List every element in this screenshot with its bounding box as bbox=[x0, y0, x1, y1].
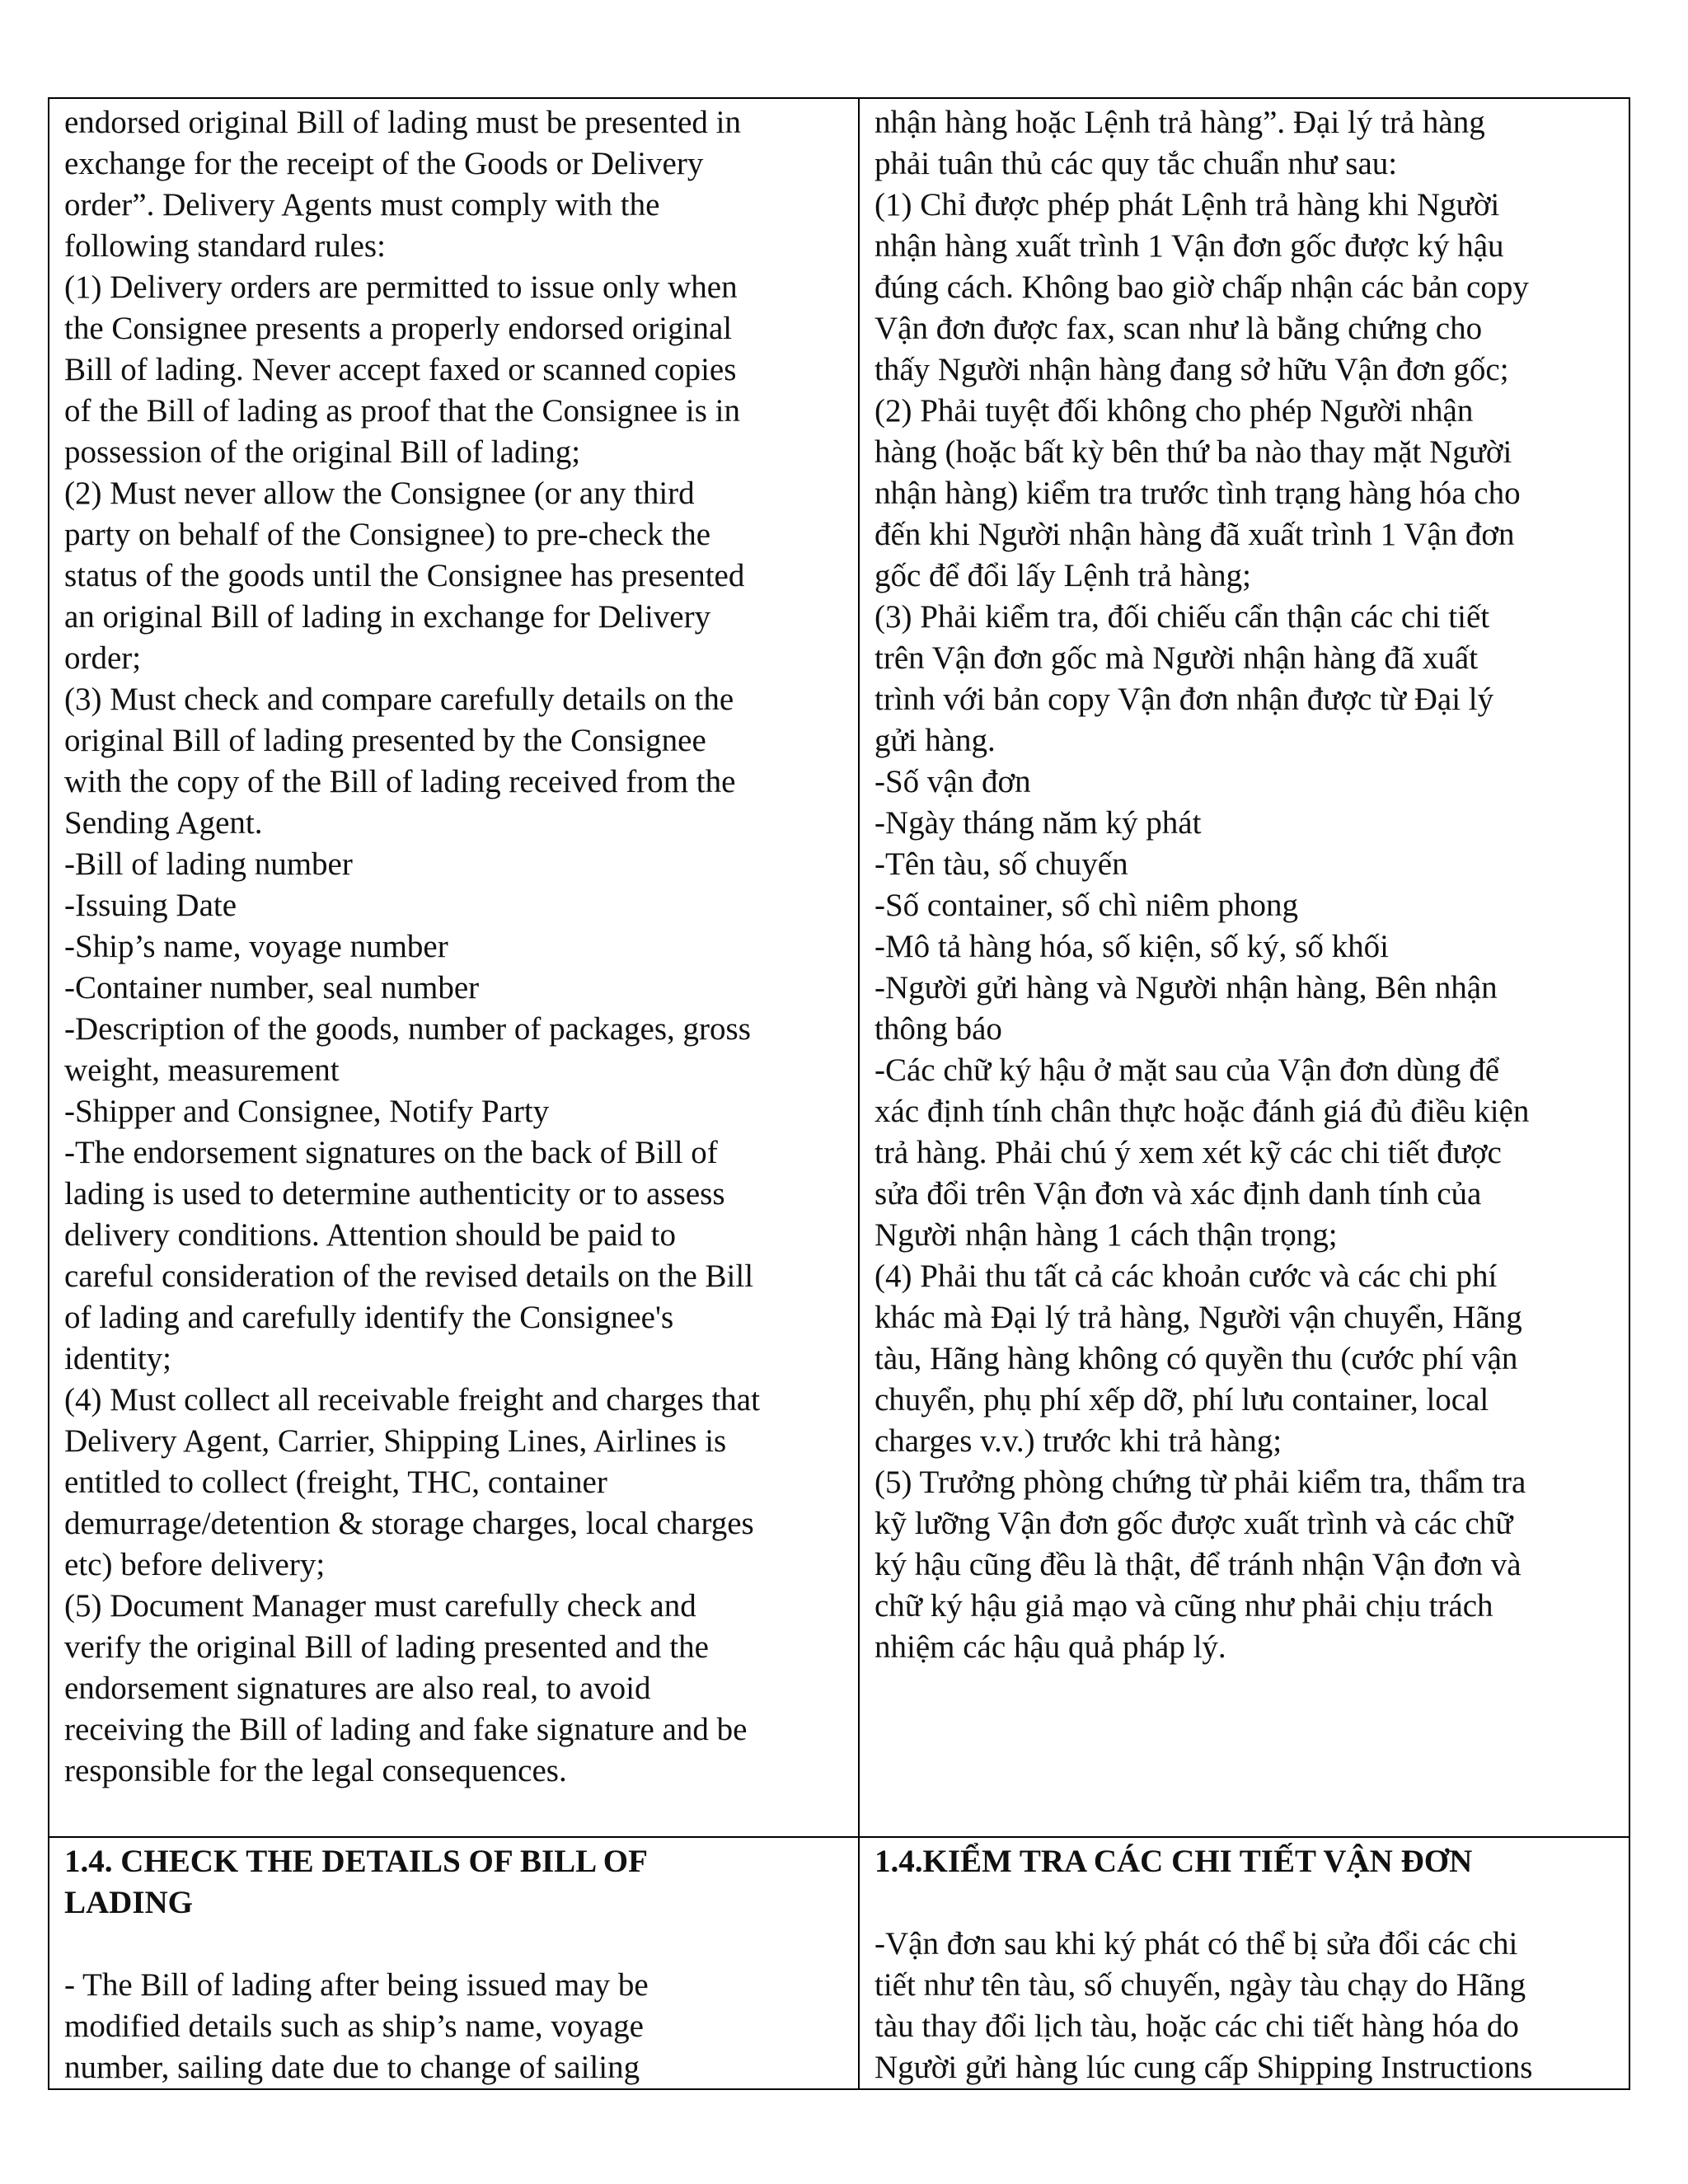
vietnamese-text bbox=[874, 102, 1619, 1668]
text-line: chữ ký hậu giả mạo và cũng như phải chịu trách bbox=[874, 1588, 1493, 1624]
text-line: sửa đổi trên Vận đơn và xác định danh tính của bbox=[874, 1176, 1482, 1212]
text-line: gửi hàng. bbox=[874, 723, 996, 758]
text-line: (3) Must check and compare carefully details on the bbox=[64, 682, 734, 717]
text-line: endorsement signatures are also real, to avoid bbox=[64, 1671, 651, 1706]
text-line: -Shipper and Consignee, Notify Party bbox=[64, 1094, 550, 1129]
text-line: order; bbox=[64, 640, 142, 676]
text-line: verify the original Bill of lading presented and the bbox=[64, 1629, 709, 1665]
text-line: careful consideration of the revised details on the Bill bbox=[64, 1258, 754, 1294]
text-line: charges v.v.) trước khi trả hàng; bbox=[874, 1423, 1282, 1459]
bilingual-table bbox=[48, 97, 1630, 2090]
text-line: the Consignee presents a properly endorsed original bbox=[64, 311, 733, 346]
text-line: Sending Agent. bbox=[64, 805, 263, 841]
text-line: possession of the original Bill of lading; bbox=[64, 434, 581, 470]
text-line: 1.4. CHECK THE DETAILS OF BILL OF bbox=[64, 1844, 648, 1879]
text-line: lading is used to determine authenticity or to assess bbox=[64, 1176, 725, 1212]
text-line: (1) Chỉ được phép phát Lệnh trả hàng khi Người bbox=[874, 187, 1500, 223]
text-line: etc) before delivery; bbox=[64, 1547, 326, 1582]
text-line: -Người gửi hàng và Người nhận hàng, Bên nhận bbox=[874, 970, 1498, 1005]
text-line: tàu thay đổi lịch tàu, hoặc các chi tiết hàng hóa do bbox=[874, 2008, 1519, 2044]
text-line: khác mà Đại lý trả hàng, Người vận chuyển, Hãng bbox=[874, 1300, 1522, 1335]
vietnamese-text bbox=[874, 1924, 1619, 2088]
english-text bbox=[64, 102, 848, 1792]
text-line: (2) Phải tuyệt đối không cho phép Người nhận bbox=[874, 393, 1474, 429]
text-line: endorsed original Bill of lading must be presented in bbox=[64, 105, 741, 140]
text-line: nhận hàng xuất trình 1 Vận đơn gốc được ký hậu bbox=[874, 228, 1504, 264]
text-line: trên Vận đơn gốc mà Người nhận hàng đã xuất bbox=[874, 640, 1479, 676]
text-line: (4) Phải thu tất cả các khoản cước và các chi phí bbox=[874, 1258, 1498, 1294]
section-heading-en bbox=[64, 1841, 848, 1924]
text-line: trả hàng. Phải chú ý xem xét kỹ các chi tiết được bbox=[874, 1135, 1502, 1170]
text-line: original Bill of lading presented by the Consignee bbox=[64, 723, 706, 758]
text-line: phải tuân thủ các quy tắc chuẩn như sau: bbox=[874, 146, 1398, 181]
vietnamese-cell bbox=[859, 98, 1629, 1837]
text-line: modified details such as ship’s name, voyage bbox=[64, 2008, 644, 2044]
text-line: gốc để đổi lấy Lệnh trả hàng; bbox=[874, 558, 1252, 593]
text-line: responsible for the legal consequences. bbox=[64, 1753, 567, 1788]
text-line: demurrage/detention & storage charges, local charges bbox=[64, 1506, 754, 1541]
table-row bbox=[49, 98, 1629, 1837]
spacer bbox=[874, 1882, 1619, 1924]
text-line: Delivery Agent, Carrier, Shipping Lines, Airlines is bbox=[64, 1423, 727, 1459]
text-line: -Ngày tháng năm ký phát bbox=[874, 805, 1202, 841]
text-line: -Tên tàu, số chuyến bbox=[874, 846, 1128, 882]
text-line: nhận hàng hoặc Lệnh trả hàng”. Đại lý trả hàng bbox=[874, 105, 1485, 140]
text-line: (5) Document Manager must carefully check and bbox=[64, 1588, 696, 1624]
spacer bbox=[64, 1924, 848, 1965]
text-line: Người nhận hàng 1 cách thận trọng; bbox=[874, 1217, 1338, 1253]
text-line: -Description of the goods, number of packages, gross bbox=[64, 1011, 751, 1047]
text-line: xác định tính chân thực hoặc đánh giá đủ điều kiện bbox=[874, 1094, 1530, 1129]
text-line: tiết như tên tàu, số chuyến, ngày tàu chạy do Hãng bbox=[874, 1967, 1526, 2003]
text-line: -Số vận đơn bbox=[874, 764, 1031, 799]
english-cell bbox=[49, 98, 859, 1837]
text-line: đến khi Người nhận hàng đã xuất trình 1 Vận đơn bbox=[874, 517, 1515, 552]
english-cell bbox=[49, 1837, 859, 2089]
text-line: an original Bill of lading in exchange for Delivery bbox=[64, 599, 711, 635]
text-line: -Mô tả hàng hóa, số kiện, số ký, số khối bbox=[874, 929, 1389, 964]
text-line: (5) Trưởng phòng chứng từ phải kiểm tra, thẩm tra bbox=[874, 1465, 1526, 1500]
text-line: tàu, Hãng hàng không có quyền thu (cước phí vận bbox=[874, 1341, 1518, 1376]
text-line: - The Bill of lading after being issued may be bbox=[64, 1967, 649, 2003]
text-line: of the Bill of lading as proof that the Consignee is in bbox=[64, 393, 740, 429]
text-line: -Issuing Date bbox=[64, 888, 237, 923]
english-text bbox=[64, 1965, 848, 2088]
text-line: nhận hàng) kiểm tra trước tình trạng hàng hóa cho bbox=[874, 476, 1521, 511]
section-heading-vi bbox=[874, 1841, 1619, 1882]
text-line: 1.4.KIỂM TRA CÁC CHI TIẾT VẬN ĐƠN bbox=[874, 1844, 1473, 1879]
text-line: following standard rules: bbox=[64, 228, 386, 264]
text-line: hàng (hoặc bất kỳ bên thứ ba nào thay mặt Người bbox=[874, 434, 1512, 470]
text-line: thấy Người nhận hàng đang sở hữu Vận đơn gốc; bbox=[874, 352, 1509, 387]
text-line: ký hậu cũng đều là thật, để tránh nhận Vận đơn và bbox=[874, 1547, 1522, 1582]
text-line: delivery conditions. Attention should be paid to bbox=[64, 1217, 676, 1253]
text-line: -Vận đơn sau khi ký phát có thể bị sửa đổi các chi bbox=[874, 1926, 1518, 1961]
text-line: đúng cách. Không bao giờ chấp nhận các bản copy bbox=[874, 269, 1529, 305]
table-row bbox=[49, 1837, 1629, 2089]
text-line: (4) Must collect all receivable freight and charges that bbox=[64, 1382, 760, 1418]
text-line: -The endorsement signatures on the back of Bill of bbox=[64, 1135, 718, 1170]
text-line: (2) Must never allow the Consignee (or any third bbox=[64, 476, 695, 511]
text-line: order”. Delivery Agents must comply with the bbox=[64, 187, 660, 223]
text-line: LADING bbox=[64, 1885, 194, 1920]
text-line: weight, measurement bbox=[64, 1052, 340, 1088]
text-line: Người gửi hàng lúc cung cấp Shipping Instructions bbox=[874, 2050, 1533, 2085]
text-line: entitled to collect (freight, THC, container bbox=[64, 1465, 607, 1500]
text-line: of lading and carefully identify the Consignee's bbox=[64, 1300, 674, 1335]
text-line: status of the goods until the Consignee has presented bbox=[64, 558, 745, 593]
text-line: number, sailing date due to change of sailing bbox=[64, 2050, 640, 2085]
text-line: -Các chữ ký hậu ở mặt sau của Vận đơn dùng để bbox=[874, 1052, 1500, 1088]
text-line: -Số container, số chì niêm phong bbox=[874, 888, 1299, 923]
text-line: -Container number, seal number bbox=[64, 970, 480, 1005]
text-line: (1) Delivery orders are permitted to issue only when bbox=[64, 269, 738, 305]
text-line: nhiệm các hậu quả pháp lý. bbox=[874, 1629, 1226, 1665]
text-line: chuyển, phụ phí xếp dỡ, phí lưu container, local bbox=[874, 1382, 1489, 1418]
vietnamese-cell bbox=[859, 1837, 1629, 2089]
text-line: exchange for the receipt of the Goods or Delivery bbox=[64, 146, 704, 181]
text-line: party on behalf of the Consignee) to pre-check the bbox=[64, 517, 711, 552]
text-line: Vận đơn được fax, scan như là bằng chứng cho bbox=[874, 311, 1483, 346]
text-line: receiving the Bill of lading and fake signature and be bbox=[64, 1712, 748, 1747]
text-line: -Ship’s name, voyage number bbox=[64, 929, 448, 964]
text-line: identity; bbox=[64, 1341, 171, 1376]
text-line: -Bill of lading number bbox=[64, 846, 353, 882]
text-line: (3) Phải kiểm tra, đối chiếu cẩn thận các chi tiết bbox=[874, 599, 1490, 635]
text-line: trình với bản copy Vận đơn nhận được từ Đại lý bbox=[874, 682, 1494, 717]
text-line: with the copy of the Bill of lading received from the bbox=[64, 764, 736, 799]
text-line: kỹ lưỡng Vận đơn gốc được xuất trình và các chữ bbox=[874, 1506, 1513, 1541]
text-line: Bill of lading. Never accept faxed or scanned copies bbox=[64, 352, 737, 387]
text-line: thông báo bbox=[874, 1011, 1002, 1047]
